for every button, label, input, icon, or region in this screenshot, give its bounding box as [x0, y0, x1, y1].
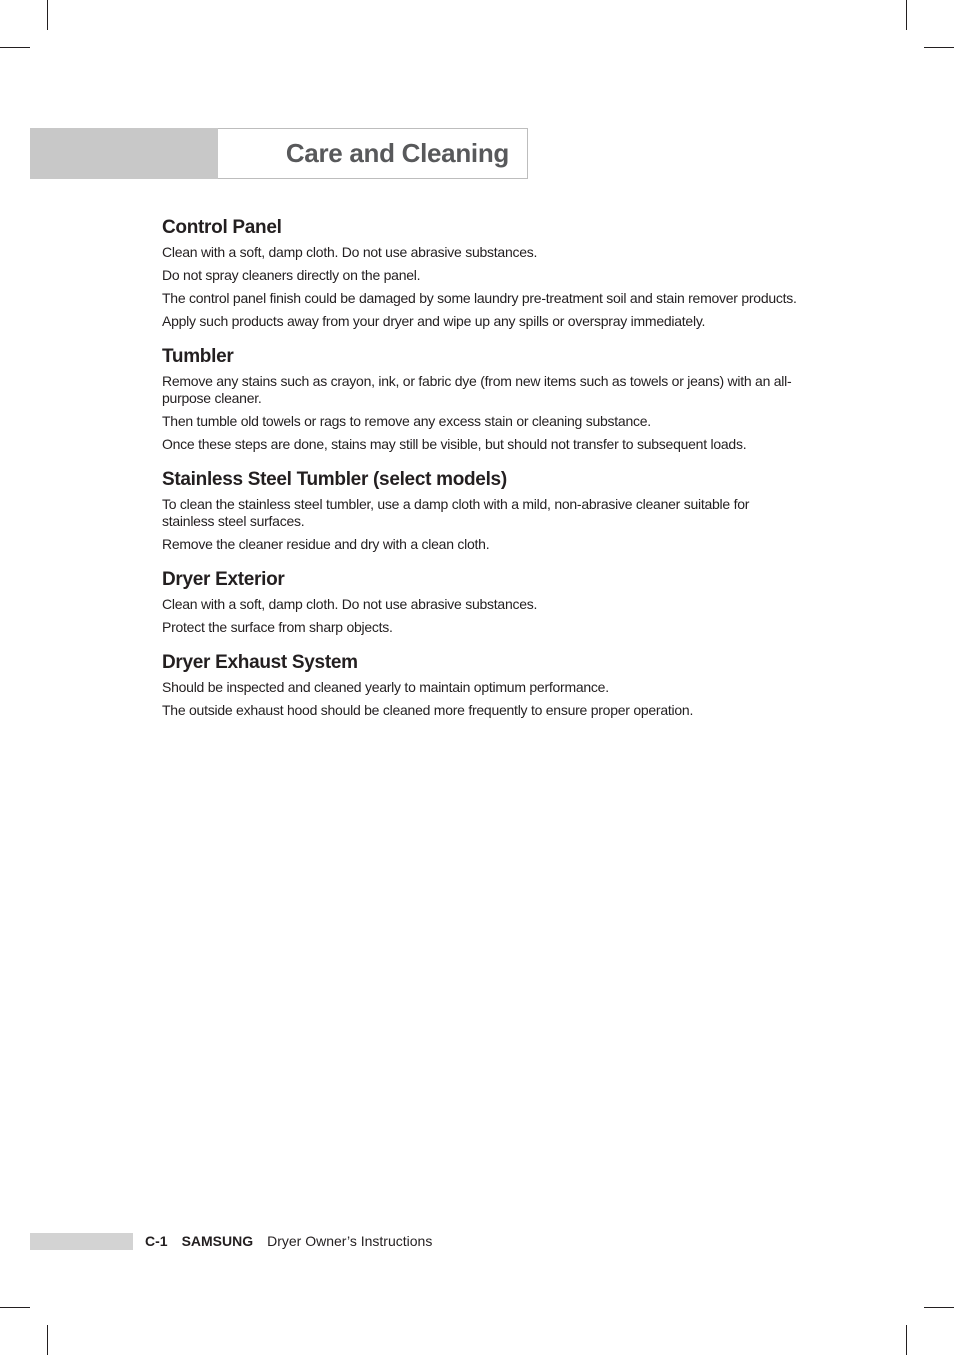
section-heading: Dryer Exterior: [162, 569, 285, 590]
crop-mark-top-right-vertical: [906, 0, 907, 30]
brand-name: SAMSUNG: [181, 1233, 254, 1249]
section-control-panel: [162, 215, 802, 330]
paragraph: Do not spray cleaners directly on the panel.: [162, 267, 421, 283]
section-heading: Dryer Exhaust System: [162, 652, 358, 673]
section-heading: Stainless Steel Tumbler (select models): [162, 469, 507, 490]
paragraph: Remove any stains such as crayon, ink, or fabric dye (from new items such as towels or jeans) with an all-purpose cleaner.: [162, 373, 792, 406]
page-number: C-1: [145, 1233, 168, 1249]
footer-accent-bar: [30, 1233, 133, 1250]
section-dryer-exhaust-system: [162, 650, 802, 719]
paragraph: Protect the surface from sharp objects.: [162, 619, 393, 635]
paragraph: Then tumble old towels or rags to remove any excess stain or cleaning substance.: [162, 413, 651, 429]
paragraph: Apply such products away from your dryer and wipe up any spills or overspray immediately.: [162, 313, 706, 329]
section-tumbler: [162, 344, 802, 453]
paragraph: Clean with a soft, damp cloth. Do not use abrasive substances.: [162, 244, 538, 260]
section-heading: Control Panel: [162, 217, 282, 238]
crop-mark-bottom-left-horizontal: [0, 1307, 30, 1308]
paragraph: Clean with a soft, damp cloth. Do not use abrasive substances.: [162, 596, 538, 612]
paragraph: The outside exhaust hood should be cleaned more frequently to ensure proper operation.: [162, 702, 694, 718]
document-title: Dryer Owner’s Instructions: [267, 1233, 433, 1249]
crop-mark-bottom-left-vertical: [47, 1325, 48, 1355]
crop-mark-bottom-right-horizontal: [924, 1307, 954, 1308]
main-content: [162, 215, 802, 733]
crop-mark-top-left-horizontal: [0, 47, 30, 48]
paragraph: Should be inspected and cleaned yearly to maintain optimum performance.: [162, 679, 609, 695]
section-stainless-steel-tumbler: [162, 467, 802, 553]
paragraph: To clean the stainless steel tumbler, use a damp cloth with a mild, non-abrasive cleaner suitable for stainless steel surfaces.: [162, 496, 750, 529]
page-title: Care and Cleaning: [285, 138, 509, 168]
footer: [145, 1232, 432, 1251]
paragraph: Remove the cleaner residue and dry with a clean cloth.: [162, 536, 490, 552]
title-banner: [218, 128, 528, 179]
crop-mark-top-right-horizontal: [924, 47, 954, 48]
title-banner-accent: [30, 128, 218, 179]
section-heading: Tumbler: [162, 346, 234, 367]
crop-mark-top-left-vertical: [47, 0, 48, 30]
paragraph: Once these steps are done, stains may still be visible, but should not transfer to subsequent loads.: [162, 436, 747, 452]
section-dryer-exterior: [162, 567, 802, 636]
paragraph: The control panel finish could be damaged by some laundry pre-treatment soil and stain remover products.: [162, 290, 797, 306]
crop-mark-bottom-right-vertical: [906, 1325, 907, 1355]
